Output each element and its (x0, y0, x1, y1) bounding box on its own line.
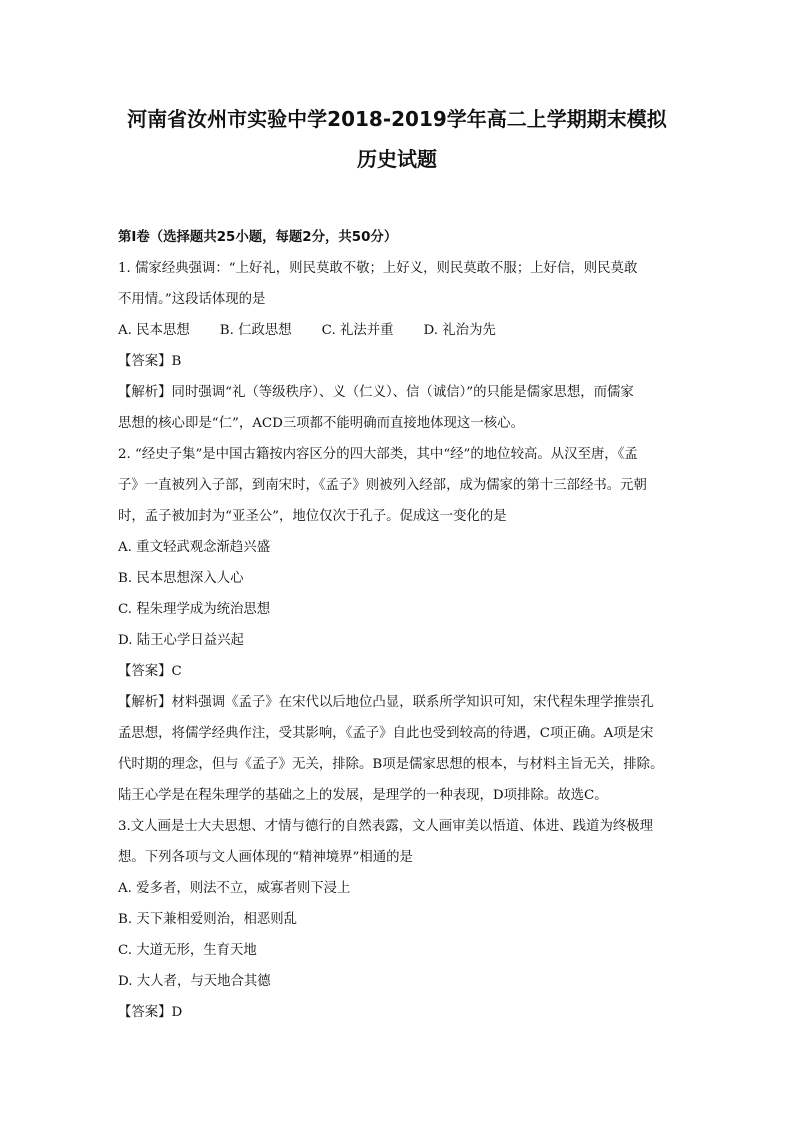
q2-stem-line-2: 子》一直被列入子部，到南宋时，《孟子》则被列入经部，成为儒家的第十三部经书。元朝 (118, 478, 647, 493)
q2-option-c: C. 程朱理学成为统治思想 (118, 602, 271, 617)
q3-answer: 【答案】D (118, 1005, 183, 1020)
q3-option-c: C. 大道无形，生育天地 (118, 943, 257, 958)
q2-stem-line-1: 2. “经史子集”是中国古籍按内容区分的四大部类，其中“经”的地位较高。从汉至唐，《孟 (118, 447, 638, 462)
q2-option-d: D. 陆王心学日益兴起 (118, 633, 244, 648)
q2-analysis-line-4: 陆王心学是在程朱理学的基础之上的发展，是理学的一种表现，D项排除。故选C。 (118, 788, 608, 803)
q1-option-d: D. 礼治为先 (423, 323, 496, 338)
section-heading: 第Ⅰ卷（选择题共25小题，每题2分，共50分） (118, 230, 398, 245)
q3-option-d: D. 大人者，与天地合其德 (118, 974, 271, 989)
q3-stem-line-2: 想。下列各项与文人画体现的“精神境界”相通的是 (118, 850, 413, 865)
q2-option-b: B. 民本思想深入人心 (118, 571, 244, 586)
document-title: 河南省汝州市实验中学2018-2019学年高二上学期期末模拟 (127, 107, 667, 131)
q1-option-c: C. 礼法并重 (321, 323, 394, 338)
q1-option-b: B. 仁政思想 (219, 323, 292, 338)
q2-analysis-line-3: 代时期的理念，但与《孟子》无关，排除。B项是儒家思想的根本，与材料主旨无关，排除。 (118, 757, 664, 772)
q1-stem-line-1: 1. 儒家经典强调：“上好礼，则民莫敢不敬；上好义，则民莫敢不服；上好信，则民莫敢 (118, 261, 638, 276)
q1-options (118, 315, 678, 346)
q2-analysis-line-2: 孟思想，将儒学经典作注，受其影响，《孟子》自此也受到较高的待遇，C项正确。A项是宋 (118, 726, 654, 741)
q1-answer: 【答案】B (118, 354, 182, 369)
q2-option-a: A. 重文轻武观念渐趋兴盛 (118, 540, 271, 555)
q1-stem-line-2: 不用情。”这段话体现的是 (118, 292, 266, 307)
q2-analysis-line-1: 【解析】材料强调《孟子》在宋代以后地位凸显，联系所学知识可知，宋代程朱理学推崇孔 (118, 695, 654, 710)
q1-option-a: A. 民本思想 (118, 323, 190, 338)
document-subtitle: 历史试题 (357, 147, 437, 171)
q3-option-b: B. 天下兼相爱则治，相恶则乱 (118, 912, 298, 927)
q2-stem-line-3: 时，孟子被加封为“亚圣公”，地位仅次于孔子。促成这一变化的是 (118, 509, 507, 524)
document-body (118, 222, 678, 1028)
q3-option-a: A. 爱多者，则法不立，威寡者则下浸上 (118, 881, 351, 896)
q3-stem-line-1: 3.文人画是士大夫思想、才情与德行的自然表露，文人画审美以悟道、体进、践道为终极理 (118, 819, 654, 834)
q2-answer: 【答案】C (118, 664, 182, 679)
q1-analysis-line-2: 思想的核心即是“仁”，ACD三项都不能明确而直接地体现这一核心。 (118, 416, 524, 431)
q1-analysis-line-1: 【解析】同时强调“礼（等级秩序）、义（仁义）、信（诚信）”的只能是儒家思想，而儒家 (118, 385, 634, 400)
